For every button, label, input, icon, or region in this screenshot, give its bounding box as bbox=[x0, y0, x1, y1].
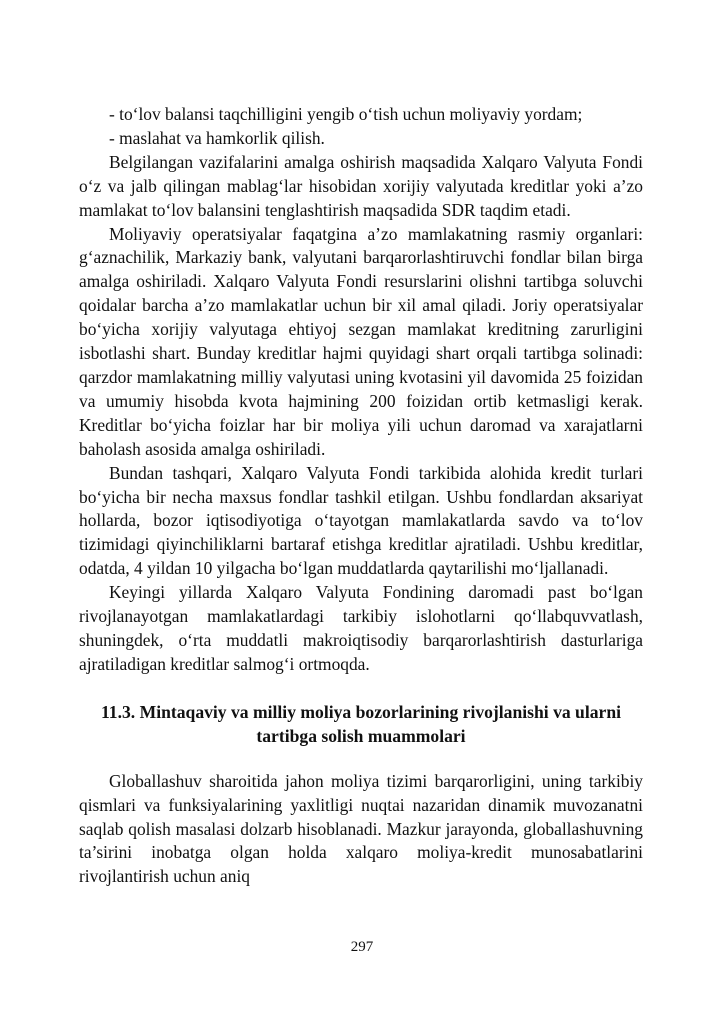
paragraph-special-funds: Bundan tashqari, Xalqaro Valyuta Fondi tarkibida alohida kredit turlari bo‘yicha bir necha maxsus fondlar tashkil etilgan. Ushbu fondlardan aksariyat hollarda, bozor iqtisodiyotiga o‘tayotgan mamlakatlarda savdo va to‘lov tizimidagi qiyinchiliklarni bartaraf etishga kreditlar ajratiladi. Ushbu kreditlar, odatda, 4 yildan 10 yilgacha bo‘lgan muddatlarda qaytarilishi mo‘ljallanadi. bbox=[79, 462, 643, 579]
paragraph-imf-credits: Belgilangan vazifalarini amalga oshirish maqsadida Xalqaro Valyuta Fondi o‘z va jalb qilingan mablag‘lar hisobidan xorijiy valyutada kreditlar yoki a’zo mamlakat to‘lov balansini tenglashtirish maqsadida SDR taqdim etadi. bbox=[79, 151, 643, 220]
paragraph-balance-support: - to‘lov balansi taqchilligini yengib o‘tish uchun moliyaviy yordam; bbox=[109, 104, 583, 124]
page-body bbox=[79, 103, 643, 889]
page-number: 297 bbox=[350, 939, 374, 955]
paragraph-globalization: Globallashuv sharoitida jahon moliya tizimi barqarorligini, uning tarkibiy qismlari va funksiyalarining yaxlitligi nuqtai nazaridan dinamik muvozanatni saqlab qolish masalasi dolzarb hisoblanadi. Mazkur jarayonda, globallashuvning ta’sirini inobatga olgan holda xalqaro moliya-kredit munosabatlarini rivojlantirish uchun aniq bbox=[79, 770, 643, 887]
section-heading: 11.3. Mintaqaviy va milliy moliya bozorlarining rivojlanishi va ularni tartibga solish muammolari bbox=[100, 701, 622, 746]
paragraph-recent-years: Keyingi yillarda Xalqaro Valyuta Fondining daromadi past bo‘lgan rivojlanayotgan mamlakatlardagi tarkibiy islohotlarni qo‘llabquvvatlash, shuningdek, o‘rta muddatli makroiqtisodiy barqarorlashtirish dasturlariga ajratiladigan kreditlar salmog‘i ortmoqda. bbox=[79, 582, 643, 674]
paragraph-consulting: - maslahat va hamkorlik qilish. bbox=[109, 127, 325, 148]
paragraph-financial-operations: Moliyaviy operatsiyalar faqatgina a’zo mamlakatning rasmiy organlari: g‘aznachilik, Markaziy bank, valyutani barqarorlashtiruvchi fondlar bilan birga amalga oshiriladi. Xalqaro Valyuta Fondi resurslarini olishni tartibga soluvchi qoidalar barcha a’zo mamlakatlar uchun bir xil amal qiladi. Joriy operatsiyalar bo‘yicha xorijiy valyutaga ehtiyoj sezgan mamlakat kreditning zarurligini isbotlashi shart. Bunday kreditlar hajmi quyidagi shart orqali tartibga solinadi: qarzdor mamlakatning milliy valyutasi uning kvotasini yil davomida 25 foizidan va umumiy hisobda kvota hajmining 200 foizidan ortib ketmasligi kerak. Kreditlar bo‘yicha foizlar har bir moliya yili uchun daromad va xarajatlarni baholash asosida amalga oshiriladi. bbox=[79, 223, 643, 459]
